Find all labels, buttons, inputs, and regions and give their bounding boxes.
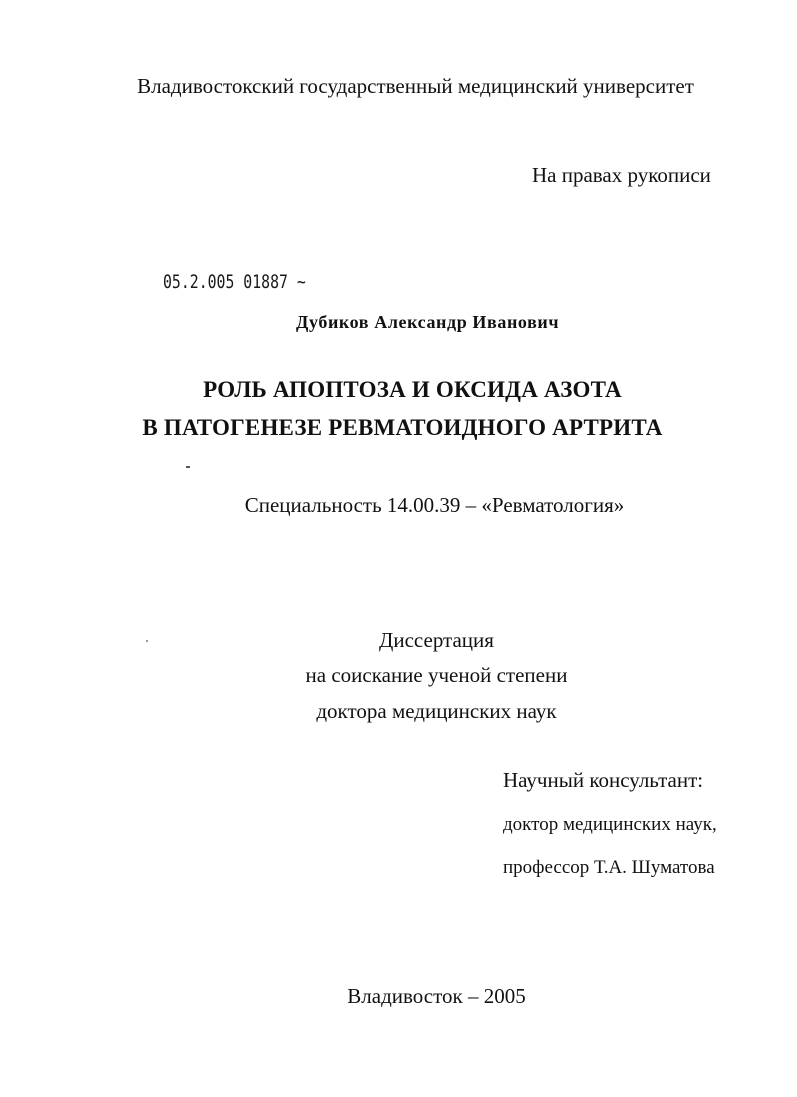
scan-speck — [186, 466, 190, 468]
consultant-degree: доктор медицинских наук, — [503, 814, 717, 835]
dissertation-purpose: на соискание ученой степени — [305, 663, 568, 687]
dissertation-type: Диссертация — [379, 628, 494, 652]
title-line-2: В ПАТОГЕНЕЗЕ РЕВМАТОИДНОГО АРТРИТА — [142, 415, 663, 440]
consultant-label: Научный консультант: — [503, 768, 704, 792]
city-year: Владивосток – 2005 — [347, 984, 526, 1008]
consultant-name: профессор Т.А. Шуматова — [503, 857, 715, 878]
author-name: Дубиков Александр Иванович — [296, 312, 560, 332]
dissertation-degree: доктора медицинских наук — [316, 699, 557, 723]
title-line-1: РОЛЬ АПОПТОЗА И ОКСИДА АЗОТА — [203, 377, 622, 402]
specialty-line: Специальность 14.00.39 – «Ревматология» — [244, 493, 625, 517]
rights-notice: На правах рукописи — [532, 163, 711, 187]
institution-name: Владивостокский государственный медицинский университет — [137, 74, 694, 98]
archive-stamp: 05.2.005 01887 ~ — [163, 271, 306, 293]
